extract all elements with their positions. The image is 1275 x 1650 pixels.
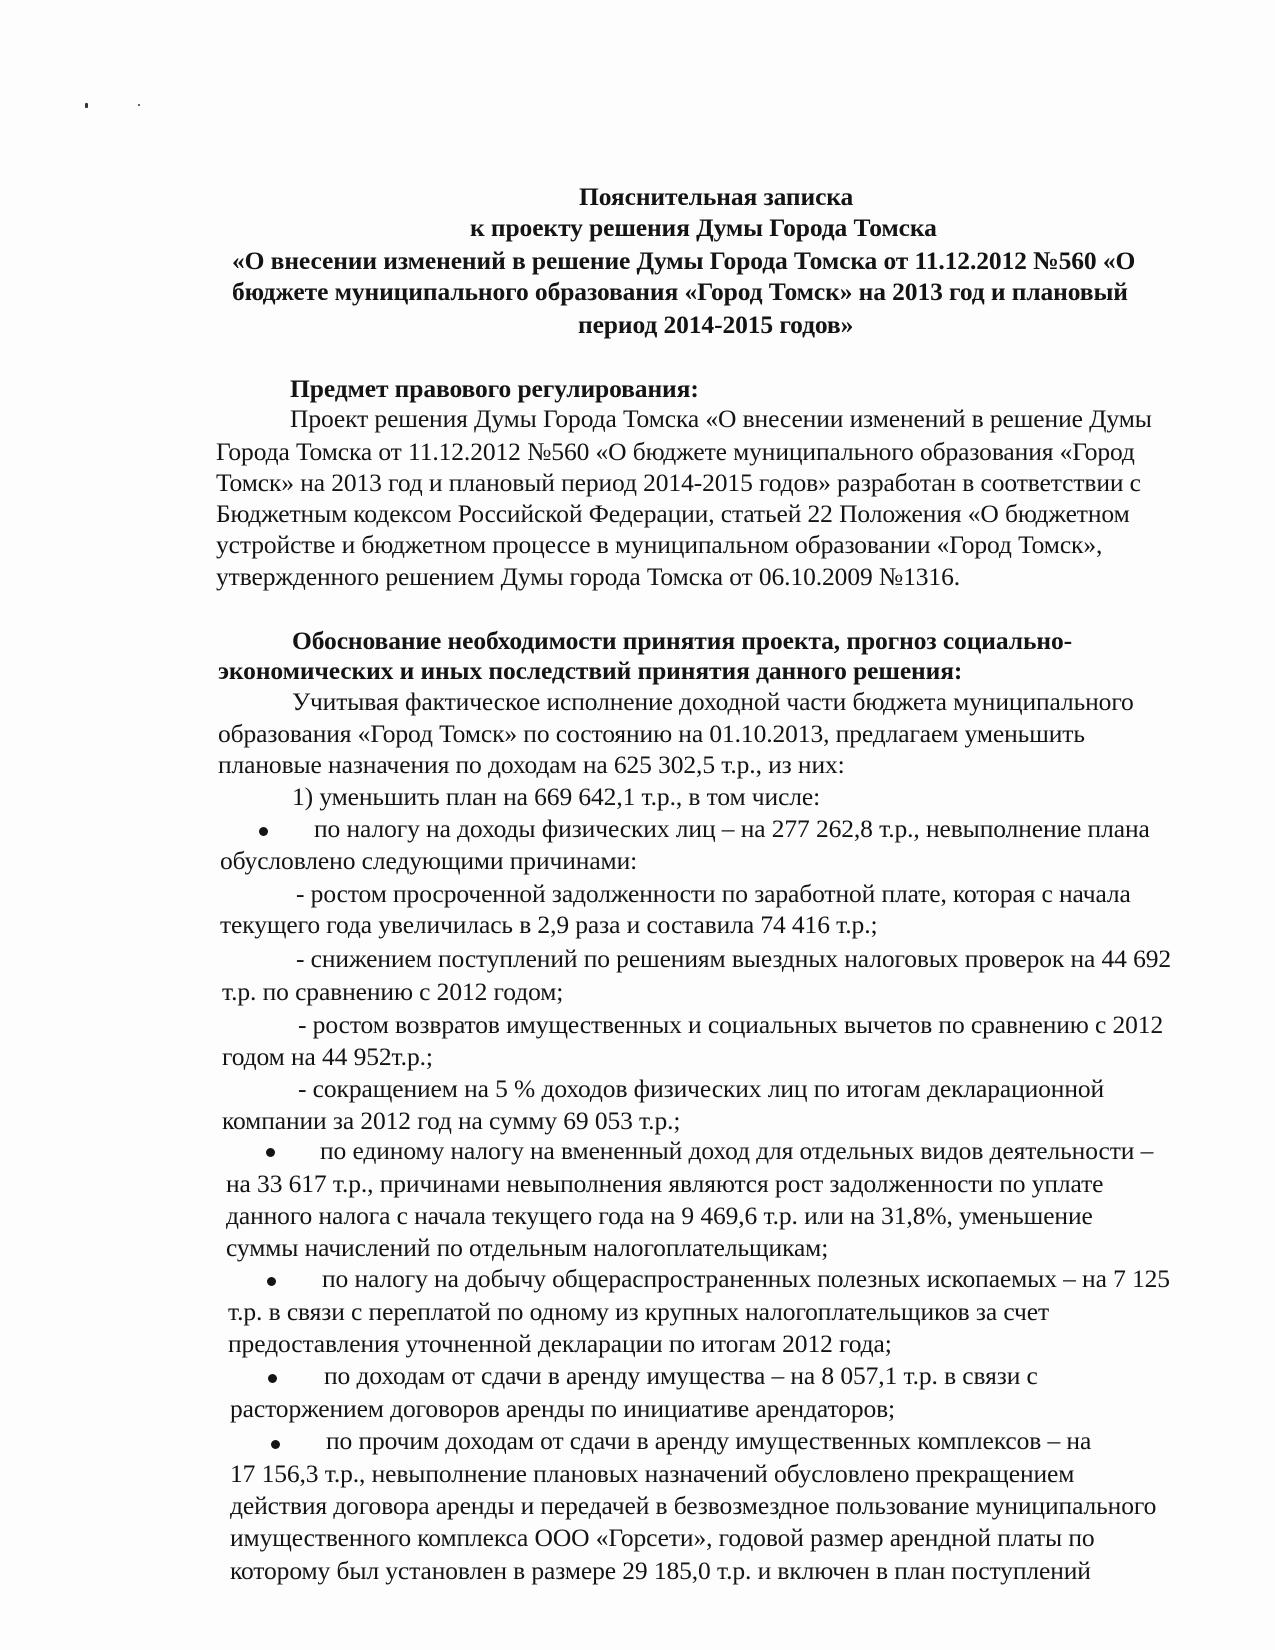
doc-subtitle: к проекту решения Думы Города Томска: [470, 213, 937, 242]
doc-title: Пояснительная записка: [579, 182, 854, 211]
scan-speck: [85, 103, 88, 108]
paragraph-line: по доходам от сдачи в аренду имущества – на 8 057,1 т.р. в связи с: [324, 1361, 1038, 1390]
paragraph-line: предоставления уточненной декларации по итогам 2012 года;: [228, 1329, 892, 1358]
paragraph-line: - сокращением на 5 % доходов физических лиц по итогам декларационной: [298, 1074, 1105, 1103]
paragraph-line: - ростом возвратов имущественных и социальных вычетов по сравнению с 2012: [298, 1010, 1164, 1039]
paragraph-line: расторжением договоров аренды по инициативе арендаторов;: [230, 1394, 896, 1423]
paragraph-line: Томск» на 2013 год и плановый период 2014-2015 годов» разработан в соответствии с: [216, 468, 1141, 497]
paragraph-line: Города Томска от 11.12.2012 №560 «О бюджете муниципального образования «Город: [216, 437, 1135, 466]
paragraph-line: действия договора аренды и передачей в безвозмездное пользование муниципального: [230, 1491, 1157, 1520]
bullet-icon: [259, 827, 268, 836]
paragraph-line: Учитывая фактическое исполнение доходной части бюджета муниципального: [292, 687, 1134, 716]
paragraph-line: по налогу на доходы физических лиц – на 277 262,8 т.р., невыполнение плана: [314, 814, 1150, 843]
paragraph-line: годом на 44 952т.р.;: [222, 1042, 433, 1071]
paragraph-line: компании за 2012 год на сумму 69 053 т.р.;: [222, 1106, 681, 1135]
paragraph-line: - ростом просроченной задолженности по заработной плате, которая с начала: [296, 879, 1131, 908]
paragraph-line: плановые назначения по доходам на 625 302,5 т.р., из них:: [218, 750, 845, 779]
paragraph-line: утвержденного решением Думы города Томска от 06.10.2009 №1316.: [216, 562, 960, 591]
doc-subtitle: бюджете муниципального образования «Город Томск» на 2013 год и плановый: [232, 277, 1128, 306]
paragraph-line: 1) уменьшить план на 669 642,1 т.р., в том числе:: [292, 782, 821, 811]
scan-speck: [138, 104, 140, 106]
paragraph-line: текущего года увеличилась в 2,9 раза и составила 74 416 т.р.;: [220, 910, 878, 939]
paragraph-line: данного налога с начала текущего года на 9 469,6 т.р. или на 31,8%, уменьшение: [226, 1201, 1093, 1230]
paragraph-line: которому был установлен в размере 29 185,0 т.р. и включен в план поступлений: [230, 1556, 1091, 1585]
bullet-icon: [271, 1440, 280, 1449]
paragraph-line: - снижением поступлений по решениям выездных налоговых проверок на 44 692: [296, 944, 1172, 973]
section-heading: Предмет правового регулирования:: [290, 374, 699, 403]
paragraph-line: обусловлено следующими причинами:: [220, 846, 638, 875]
paragraph-line: по прочим доходам от сдачи в аренду имущественных комплексов – на: [326, 1426, 1092, 1455]
paragraph-line: устройстве и бюджетном процессе в муниципальном образовании «Город Томск»,: [216, 530, 1103, 559]
bullet-icon: [266, 1148, 275, 1157]
paragraph-line: имущественного комплекса ООО «Горсети», годовой размер арендной платы по: [230, 1523, 1095, 1552]
paragraph-line: т.р. в связи с переплатой по одному из крупных налогоплательщиков за счет: [228, 1297, 1050, 1326]
paragraph-line: на 33 617 т.р., причинами невыполнения являются рост задолженности по уплате: [226, 1169, 1104, 1198]
paragraph-line: Проект решения Думы Города Томска «О внесении изменений в решение Думы: [290, 404, 1152, 433]
paragraph-line: образования «Город Томск» по состоянию на 01.10.2013, предлагаем уменьшить: [218, 719, 1085, 748]
doc-subtitle: период 2014-2015 годов»: [578, 310, 854, 339]
section-heading: экономических и иных последствий принятия данного решения:: [218, 656, 963, 685]
paragraph-line: суммы начислений по отдельным налогоплательщикам;: [226, 1233, 829, 1262]
paragraph-line: Бюджетным кодексом Российской Федерации, статьей 22 Положения «О бюджетном: [216, 499, 1130, 528]
paragraph-line: по единому налогу на вмененный доход для отдельных видов деятельности –: [320, 1136, 1154, 1165]
doc-subtitle: «О внесении изменений в решение Думы Города Томска от 11.12.2012 №560 «О: [232, 246, 1136, 275]
paragraph-line: т.р. по сравнению с 2012 годом;: [222, 977, 564, 1006]
paragraph-line: 17 156,3 т.р., невыполнение плановых назначений обусловлено прекращением: [230, 1459, 1075, 1488]
section-heading: Обоснование необходимости принятия проекта, прогноз социально-: [292, 626, 1072, 655]
paragraph-line: по налогу на добычу общераспространенных полезных ископаемых – на 7 125: [322, 1264, 1170, 1293]
bullet-icon: [267, 1277, 276, 1286]
bullet-icon: [268, 1374, 277, 1383]
